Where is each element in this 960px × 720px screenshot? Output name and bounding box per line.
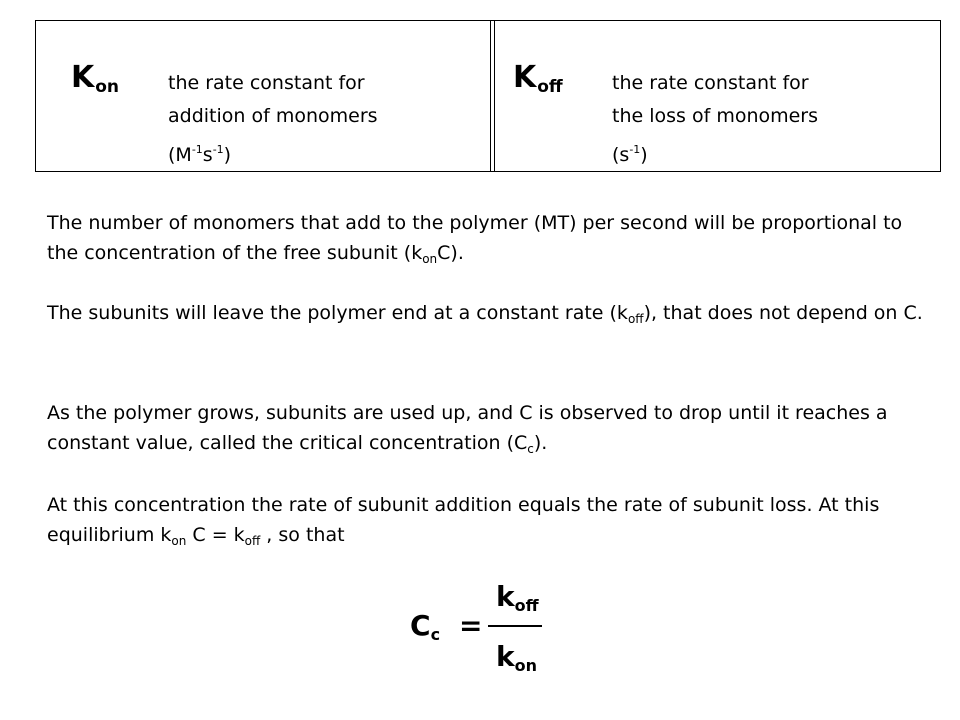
- koff-desc-line2: the loss of monomers: [612, 105, 819, 127]
- paragraph-addition-rate: [47, 208, 937, 274]
- formula-lhs-base: C: [410, 609, 431, 642]
- kon-definition-box: [35, 20, 495, 172]
- kon-desc-line1: the rate constant for: [168, 72, 365, 94]
- formula-lhs-sub: c: [430, 625, 441, 644]
- p3-text-a: As the polymer grows, subunits are used up, and C is observed to drop until it reaches a constant value, called the critical concentration (C: [47, 402, 888, 454]
- p1-text-a: The number of monomers that add to the polymer (MT) per second will be proportional to the concentration of the free subunit (k: [47, 212, 903, 264]
- koff-definition-box: [490, 20, 941, 172]
- fraction-bar: [488, 625, 542, 627]
- kon-units-b: s: [202, 144, 213, 166]
- p1-sub: on: [422, 252, 438, 266]
- formula-denominator: [496, 640, 538, 675]
- kon-symbol-sub: on: [95, 77, 120, 97]
- paragraph-critical-concentration: [47, 398, 937, 464]
- paragraph-loss-rate: [47, 298, 937, 334]
- eq-mid: C = k: [186, 524, 245, 546]
- p2-text-a: The subunits will leave the polymer end at a constant rate (k: [47, 302, 628, 324]
- koff-units-b: ): [640, 144, 648, 166]
- eq-k1: k: [160, 524, 172, 546]
- p4-text-a: At this concentration the rate of subunit addition equals the rate of subunit loss. At this equilibrium: [47, 494, 880, 546]
- kon-desc-units: [168, 133, 378, 172]
- p4-text-b: , so that: [260, 524, 345, 546]
- formula-numerator: [496, 580, 539, 615]
- koff-desc-units: [612, 133, 818, 172]
- kon-description: [168, 67, 378, 172]
- koff-units-a: (s: [612, 144, 630, 166]
- paragraph-equilibrium: [47, 490, 937, 556]
- kon-units-sup1: -1: [191, 143, 203, 156]
- formula-den-base: k: [496, 640, 515, 673]
- kon-desc-line2: addition of monomers: [168, 105, 378, 127]
- p3-sub: c: [527, 442, 534, 456]
- inline-equilibrium-equation: [160, 524, 260, 546]
- formula-num-sub: off: [514, 596, 539, 615]
- koff-symbol-base: K: [513, 60, 537, 95]
- kon-symbol: [71, 60, 120, 97]
- p3-text-b: ).: [533, 432, 548, 454]
- kon-symbol-base: K: [71, 60, 95, 95]
- kon-units-a: (M: [168, 144, 192, 166]
- koff-description: [612, 67, 818, 172]
- formula-den-sub: on: [514, 656, 538, 675]
- p2-sub: off: [627, 312, 644, 326]
- p2-text-b: ), that does not depend on C.: [643, 302, 923, 324]
- koff-symbol-sub: off: [537, 77, 563, 97]
- koff-desc-line1: the rate constant for: [612, 72, 809, 94]
- kon-units-c: ): [223, 144, 232, 166]
- eq-sub1: on: [171, 534, 187, 548]
- p1-text-b: C).: [437, 242, 464, 264]
- formula-num-base: k: [496, 580, 515, 613]
- formula-lhs: [410, 609, 441, 644]
- kon-units-sup2: -1: [212, 143, 224, 156]
- koff-units-sup: -1: [629, 143, 641, 156]
- formula-equals: =: [459, 609, 483, 642]
- koff-symbol: [513, 60, 563, 97]
- eq-sub2: off: [244, 534, 261, 548]
